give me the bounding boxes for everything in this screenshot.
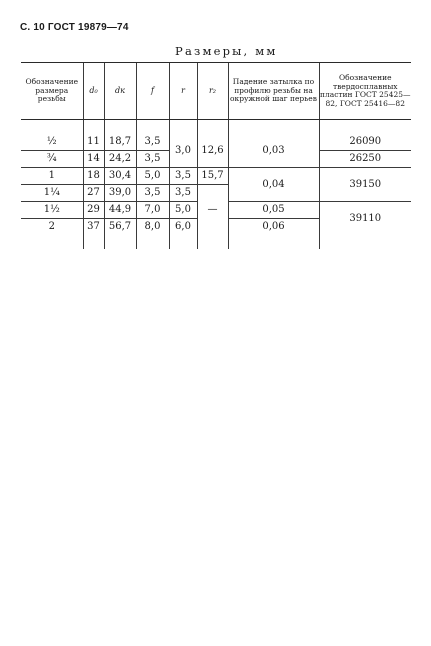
cell-f: 8,0 [136,219,169,236]
cell-dk: 39,0 [104,185,136,202]
cell-falloff: 0,04 [228,168,319,202]
cell-falloff: 0,03 [228,134,319,168]
cell-plate: 26250 [319,151,411,168]
cell-d0: 37 [83,219,104,236]
cell-f: 3,5 [136,151,169,168]
cell-f: 7,0 [136,202,169,219]
cell-designation: ¾ [21,151,83,168]
header-designation: Обозначение размера резьбы [21,63,83,120]
header-plate: Обозначение твердосплавных пластин ГОСТ 25425—82, ГОСТ 25416—82 [319,63,411,120]
header-d0: d₀ [83,63,104,120]
cell-d0: 18 [83,168,104,185]
header-dk: dк [104,63,136,120]
cell-r2: 15,7 [197,168,228,185]
cell-d0: 14 [83,151,104,168]
cell-r: 6,0 [169,219,197,236]
table-row [21,134,411,151]
cell-dk: 44,9 [104,202,136,219]
cell-r2: — [197,185,228,236]
cell-r: 3,5 [169,185,197,202]
cell-falloff: 0,05 [228,202,319,219]
cell-dk: 56,7 [104,219,136,236]
cell-d0: 27 [83,185,104,202]
cell-plate: 39150 [319,168,411,202]
table-caption: Размеры, мм [175,44,278,58]
dimensions-table [21,62,411,249]
cell-f: 3,5 [136,134,169,151]
cell-designation: 1¼ [21,185,83,202]
cell-plate: 26090 [319,134,411,151]
spacer-row [21,120,411,135]
cell-plate: 39110 [319,202,411,236]
cell-r: 3,5 [169,168,197,185]
cell-dk: 30,4 [104,168,136,185]
page-header: С. 10 ГОСТ 19879—74 [20,22,129,33]
table-row [21,168,411,185]
cell-designation: 2 [21,219,83,236]
cell-r2: 12,6 [197,134,228,168]
header-row [21,63,411,120]
cell-r: 3,0 [169,134,197,168]
cell-designation: ½ [46,136,57,147]
cell-dk: 24,2 [104,151,136,168]
cell-dk: 18,7 [104,134,136,151]
cell-f: 5,0 [136,168,169,185]
cell-d0: 11 [83,134,104,151]
cell-r: 5,0 [169,202,197,219]
cell-d0: 29 [83,202,104,219]
header-f: f [136,63,169,120]
cell-designation: 1 [21,168,83,185]
spacer-row [21,235,411,249]
cell-designation: 1½ [21,202,83,219]
cell-falloff: 0,06 [228,219,319,236]
header-falloff: Падение затылка по профилю резьбы на окружной шаг перьев [228,63,319,120]
header-r: r [169,63,197,120]
cell-f: 3,5 [136,185,169,202]
header-r2: r₂ [197,63,228,120]
